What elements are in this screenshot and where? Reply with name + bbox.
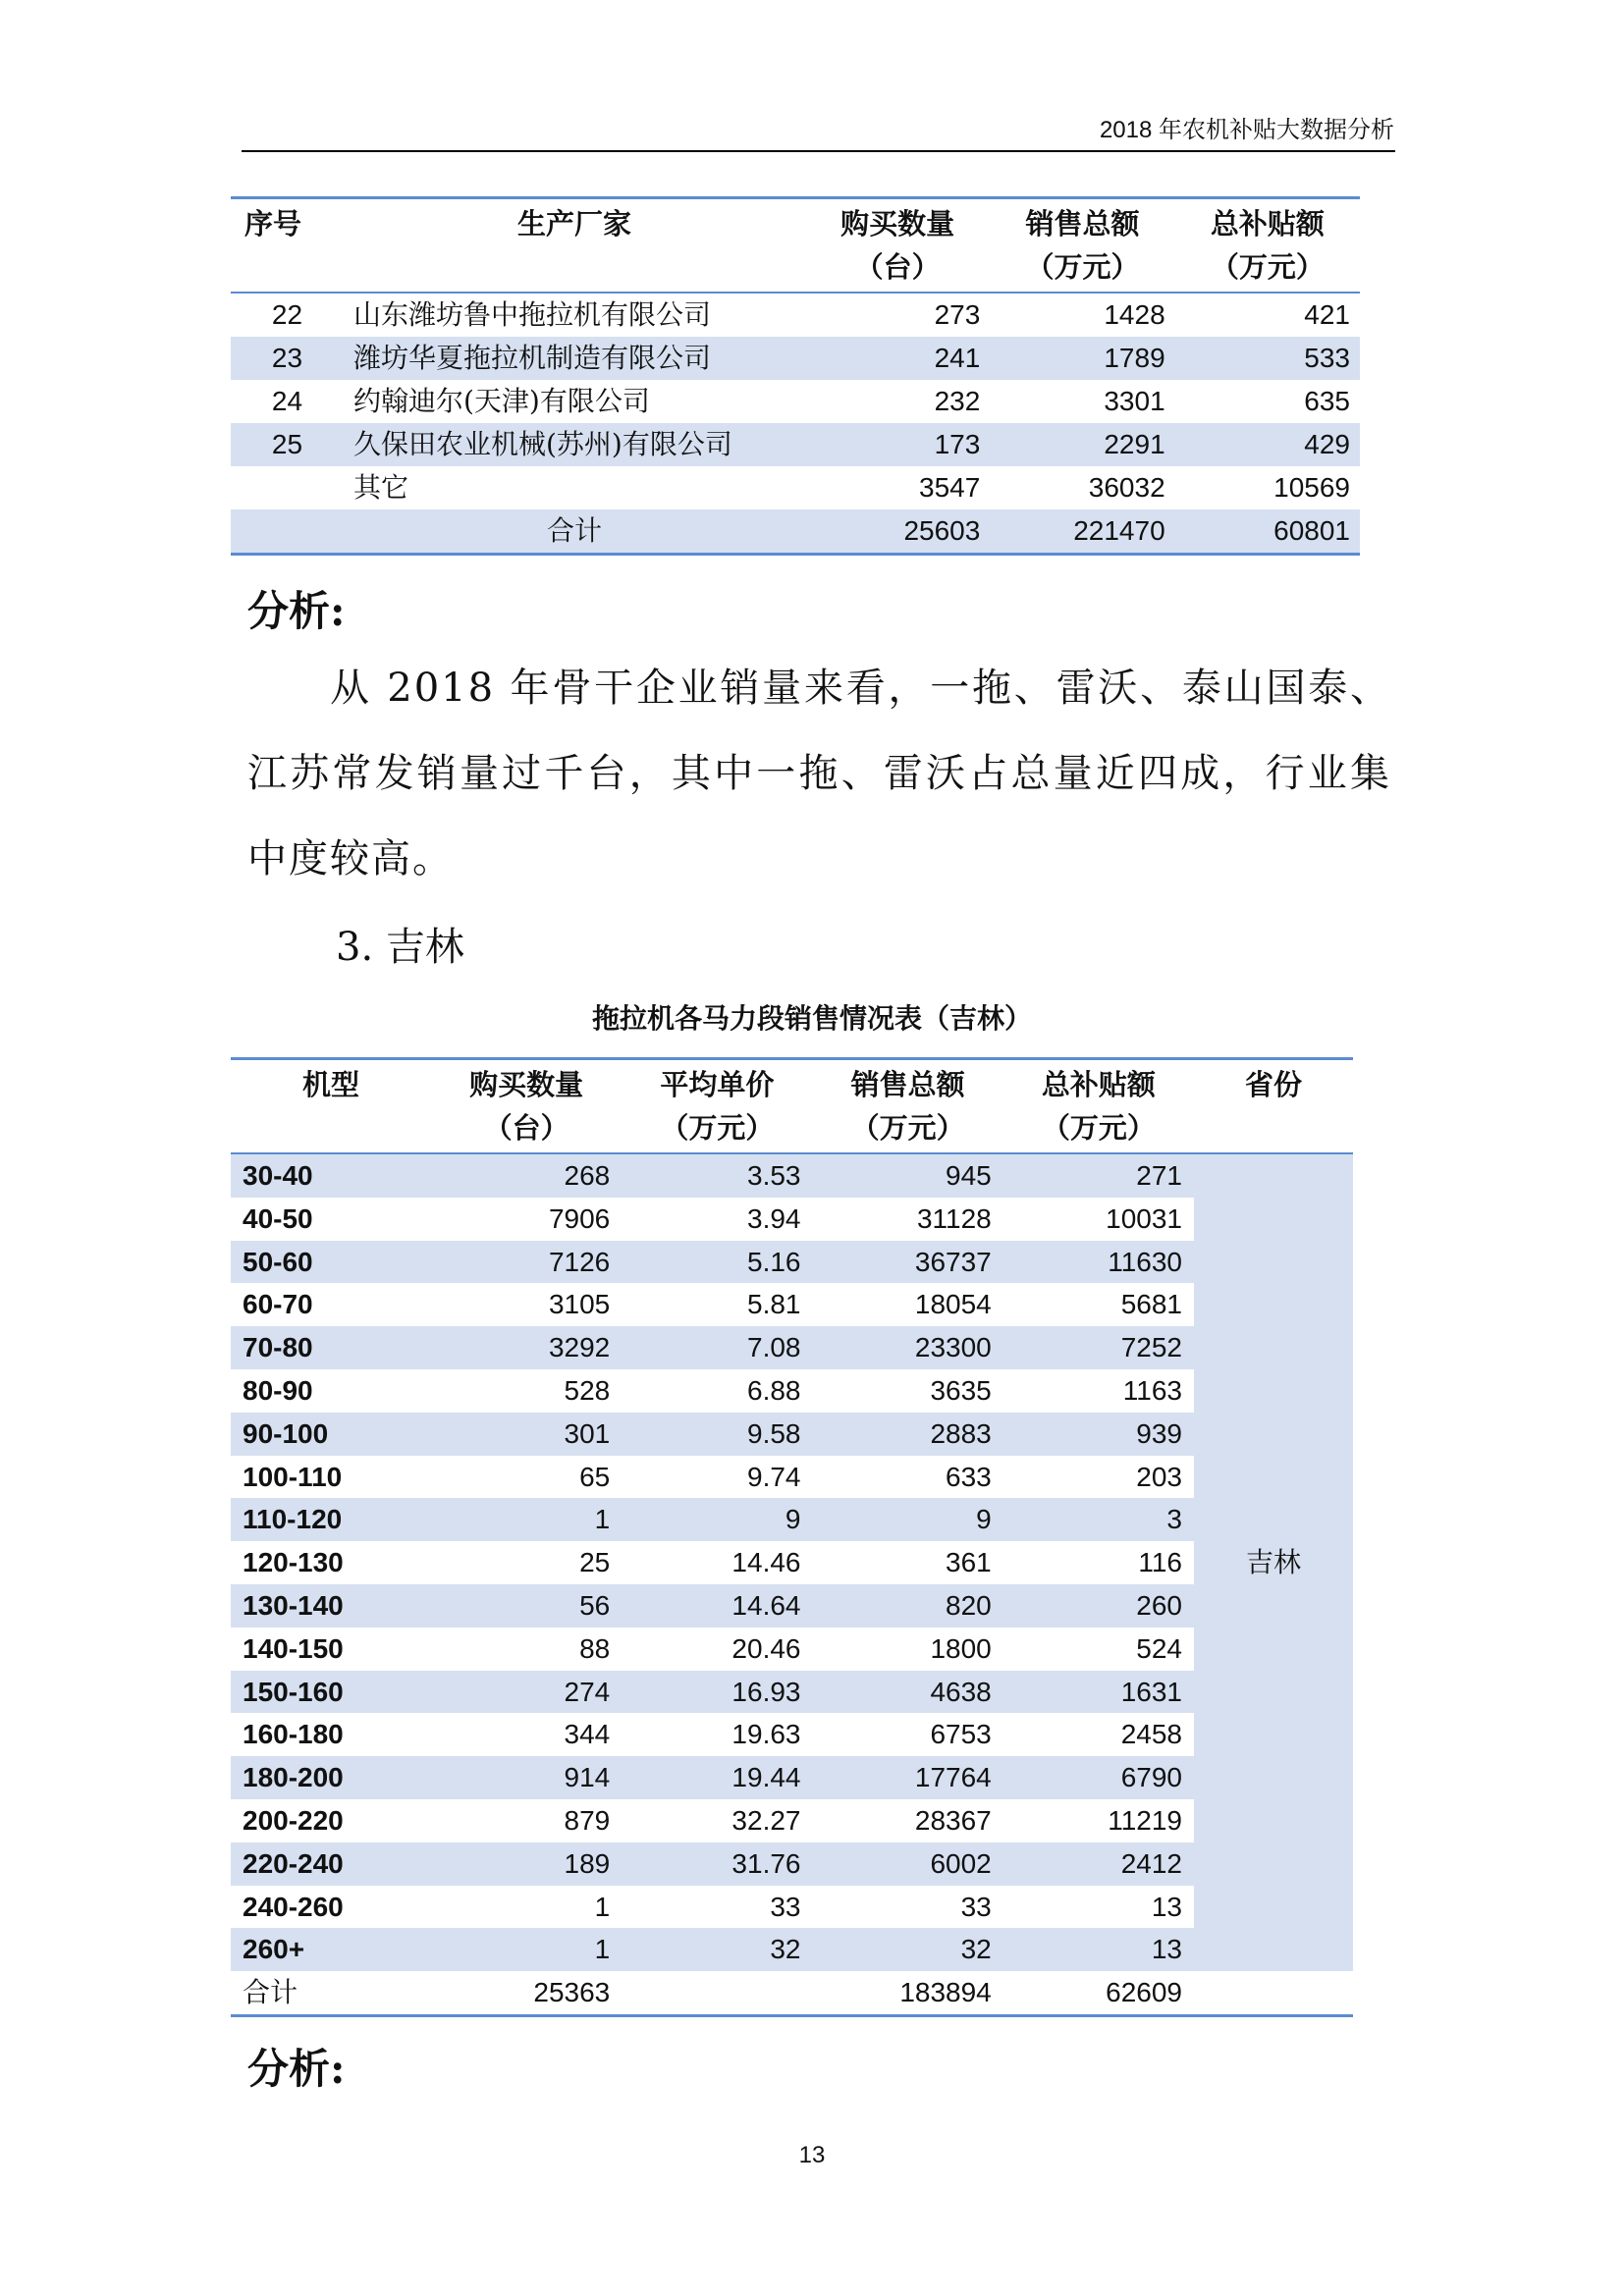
col-header-sales xyxy=(990,198,1174,294)
total-avg-price xyxy=(622,1971,812,2015)
row-avg-price: 14.46 xyxy=(731,1547,801,1578)
province-cell: 吉林 xyxy=(1194,1153,1353,1971)
row-subsidy: 1631 xyxy=(1003,1671,1194,1714)
row-index: 23 xyxy=(231,337,344,380)
row-qty: 301 xyxy=(431,1413,622,1456)
page-header-title: 2018 年农机补贴大数据分析 xyxy=(1099,117,1394,143)
row-sales: 32 xyxy=(813,1928,1003,1971)
row-model: 80-90 xyxy=(243,1374,313,1406)
row-sales: 945 xyxy=(813,1153,1003,1198)
row-qty: 528 xyxy=(564,1374,611,1406)
row-model: 160-180 xyxy=(243,1719,344,1750)
row-subsidy: 7252 xyxy=(1003,1326,1194,1369)
total-sales: 183894 xyxy=(899,1977,992,2008)
row-sales: 633 xyxy=(946,1461,992,1492)
row-avg-price: 9.74 xyxy=(747,1461,801,1492)
row-subsidy: 13 xyxy=(1003,1928,1194,1971)
analysis-heading: 分析: xyxy=(247,587,346,635)
table-row xyxy=(231,1671,1353,1714)
analysis-heading: 分析: xyxy=(247,2045,346,2093)
row-sales: 36737 xyxy=(813,1241,1003,1284)
col-header-manufacturer: 生产厂家 xyxy=(516,209,631,240)
row-index: 24 xyxy=(271,386,303,416)
row-qty: 65 xyxy=(579,1461,611,1492)
row-model: 90-100 xyxy=(231,1413,431,1456)
row-sales: 2291 xyxy=(990,423,1174,466)
header-line: 平均单价 xyxy=(660,1070,775,1101)
total-qty: 25603 xyxy=(805,509,990,555)
header-line: 销售总额 xyxy=(850,1070,965,1101)
total-province xyxy=(1194,1971,1353,2015)
table-row xyxy=(231,1928,1353,1971)
row-qty: 7126 xyxy=(431,1241,622,1284)
total-row xyxy=(231,509,1360,555)
row-subsidy: 939 xyxy=(1003,1413,1194,1456)
row-avg-price: 19.44 xyxy=(622,1756,812,1799)
header-line: 购买数量 xyxy=(840,209,955,240)
row-model: 60-70 xyxy=(243,1289,313,1320)
row-qty: 273 xyxy=(934,299,981,330)
row-sales: 3301 xyxy=(1104,386,1165,416)
row-model: 150-160 xyxy=(231,1671,431,1714)
table-row xyxy=(231,1842,1353,1886)
table-row xyxy=(231,293,1360,337)
row-qty: 274 xyxy=(431,1671,622,1714)
row-model: 200-220 xyxy=(243,1804,344,1836)
row-qty: 1 xyxy=(594,1891,611,1922)
row-qty: 232 xyxy=(934,386,981,416)
row-model: 140-150 xyxy=(243,1632,344,1664)
row-sales: 361 xyxy=(946,1547,992,1578)
table-row xyxy=(231,1153,1353,1198)
row-qty: 3292 xyxy=(431,1326,622,1369)
row-avg-price: 5.81 xyxy=(747,1289,801,1320)
table-row xyxy=(231,1713,1353,1756)
table-row xyxy=(231,1456,1353,1499)
row-subsidy: 10031 xyxy=(1106,1202,1182,1234)
row-avg-price: 5.16 xyxy=(622,1241,812,1284)
row-sales: 820 xyxy=(813,1584,1003,1628)
row-avg-price: 19.63 xyxy=(731,1719,801,1750)
table-row xyxy=(231,337,1360,380)
row-sales: 2883 xyxy=(813,1413,1003,1456)
total-subsidy: 60801 xyxy=(1175,509,1360,555)
col-header-avg-price xyxy=(622,1059,812,1154)
row-model: 130-140 xyxy=(231,1584,431,1628)
row-avg-price: 3.53 xyxy=(622,1153,812,1198)
row-qty: 3105 xyxy=(548,1289,611,1320)
row-manufacturer: 其它 xyxy=(353,471,409,504)
row-manufacturer: 潍坊华夏拖拉机制造有限公司 xyxy=(344,337,805,380)
table-header-row xyxy=(231,1059,1353,1154)
row-model: 120-130 xyxy=(243,1547,344,1578)
row-subsidy: 1163 xyxy=(1122,1374,1182,1406)
row-sales: 1800 xyxy=(930,1632,992,1664)
row-qty: 241 xyxy=(805,337,990,380)
row-avg-price: 32.27 xyxy=(731,1804,801,1836)
row-subsidy: 635 xyxy=(1304,386,1350,416)
col-header-qty xyxy=(431,1059,622,1154)
row-sales: 18054 xyxy=(914,1289,992,1320)
col-header-subsidy xyxy=(1003,1059,1194,1154)
row-avg-price: 31.76 xyxy=(622,1842,812,1886)
row-avg-price: 14.64 xyxy=(622,1584,812,1628)
row-qty: 88 xyxy=(579,1632,611,1664)
row-model: 240-260 xyxy=(243,1891,344,1922)
total-label: 合计 xyxy=(344,509,805,555)
table-title: 拖拉机各马力段销售情况表（吉林） xyxy=(591,1003,1032,1034)
table-row xyxy=(231,1498,1353,1541)
row-subsidy: 3 xyxy=(1003,1498,1194,1541)
header-unit: （万元） xyxy=(1025,252,1140,284)
header-line: 购买数量 xyxy=(469,1070,584,1101)
col-header-province: 省份 xyxy=(1244,1070,1302,1101)
table-row xyxy=(231,466,1360,509)
col-header-qty xyxy=(805,198,990,294)
table-row xyxy=(231,1413,1353,1456)
table-header-row xyxy=(231,198,1360,294)
total-row xyxy=(231,1971,1353,2015)
row-subsidy: 2458 xyxy=(1120,1719,1182,1750)
row-subsidy: 2412 xyxy=(1003,1842,1194,1886)
row-manufacturer: 久保田农业机械(苏州)有限公司 xyxy=(344,423,805,466)
row-subsidy: 11630 xyxy=(1003,1241,1194,1284)
row-avg-price: 16.93 xyxy=(622,1671,812,1714)
row-qty: 7906 xyxy=(548,1202,611,1234)
total-qty: 25363 xyxy=(533,1977,611,2008)
row-subsidy: 5681 xyxy=(1120,1289,1182,1320)
row-subsidy: 524 xyxy=(1136,1632,1182,1664)
header-line: 总补贴额 xyxy=(1041,1070,1156,1101)
table-row xyxy=(231,1326,1353,1369)
total-sales: 221470 xyxy=(990,509,1174,555)
row-sales: 3635 xyxy=(930,1374,992,1406)
row-subsidy: 116 xyxy=(1138,1547,1182,1578)
row-qty: 25 xyxy=(579,1547,611,1578)
table-row xyxy=(231,1886,1353,1929)
header-unit: （台） xyxy=(854,252,941,284)
row-manufacturer: 山东潍坊鲁中拖拉机有限公司 xyxy=(353,298,712,331)
row-avg-price: 6.88 xyxy=(747,1374,801,1406)
row-subsidy: 10569 xyxy=(1273,472,1350,503)
row-qty: 173 xyxy=(805,423,990,466)
row-sales: 6753 xyxy=(930,1719,992,1750)
row-model: 70-80 xyxy=(231,1326,431,1369)
row-qty: 3547 xyxy=(919,472,981,503)
row-subsidy: 260 xyxy=(1003,1584,1194,1628)
row-avg-price: 9.58 xyxy=(622,1413,812,1456)
col-header-model: 机型 xyxy=(301,1070,359,1101)
row-model: 30-40 xyxy=(231,1153,431,1198)
row-subsidy: 533 xyxy=(1175,337,1360,380)
header-divider xyxy=(242,150,1395,152)
table-row xyxy=(231,423,1360,466)
table-row xyxy=(231,1198,1353,1241)
table-row xyxy=(231,1628,1353,1671)
page-number: 13 xyxy=(798,2142,826,2168)
section-heading: 3. 吉林 xyxy=(336,925,464,970)
analysis-paragraph: 从 2018 年骨干企业销量来看，一拖、雷沃、泰山国泰、江苏常发销量过千台，其中一拖、雷沃占总量近四成，行业集中度较高。 xyxy=(247,666,1391,881)
row-avg-price: 20.46 xyxy=(731,1632,801,1664)
row-avg-price: 33 xyxy=(770,1891,801,1922)
row-model: 180-200 xyxy=(231,1756,431,1799)
row-subsidy: 11219 xyxy=(1108,1804,1182,1836)
row-model: 100-110 xyxy=(243,1461,343,1492)
table-row xyxy=(231,1541,1353,1584)
row-sales: 23300 xyxy=(813,1326,1003,1369)
row-model: 40-50 xyxy=(243,1202,313,1234)
row-model: 110-120 xyxy=(231,1498,431,1541)
row-index: 22 xyxy=(271,299,303,330)
table-row xyxy=(231,1369,1353,1413)
row-model: 260+ xyxy=(231,1928,431,1971)
row-subsidy: 13 xyxy=(1151,1891,1182,1922)
header-unit: （万元） xyxy=(660,1113,775,1145)
row-subsidy: 6790 xyxy=(1003,1756,1194,1799)
row-manufacturer: 约翰迪尔(天津)有限公司 xyxy=(353,385,650,417)
row-subsidy: 429 xyxy=(1175,423,1360,466)
row-qty: 344 xyxy=(564,1719,611,1750)
row-sales: 31128 xyxy=(916,1202,992,1234)
header-unit: （万元） xyxy=(850,1113,965,1145)
row-sales: 36032 xyxy=(1088,472,1165,503)
header-unit: （台） xyxy=(483,1113,569,1145)
row-model: 50-60 xyxy=(231,1241,431,1284)
row-subsidy: 203 xyxy=(1136,1461,1182,1492)
total-subsidy: 62609 xyxy=(1106,1977,1182,2008)
table-row xyxy=(231,1283,1353,1326)
row-qty: 1 xyxy=(431,1498,622,1541)
row-model: 220-240 xyxy=(231,1842,431,1886)
row-avg-price: 9 xyxy=(622,1498,812,1541)
header-unit: （万元） xyxy=(1210,252,1325,284)
row-qty: 189 xyxy=(431,1842,622,1886)
row-sales: 4638 xyxy=(813,1671,1003,1714)
col-header-sales xyxy=(813,1059,1003,1154)
row-qty: 914 xyxy=(431,1756,622,1799)
row-sales: 33 xyxy=(960,1891,992,1922)
row-avg-price: 32 xyxy=(622,1928,812,1971)
row-qty: 56 xyxy=(431,1584,622,1628)
row-sales: 1789 xyxy=(990,337,1174,380)
row-sales: 6002 xyxy=(813,1842,1003,1886)
total-label: 合计 xyxy=(243,1977,298,2008)
col-header-index: 序号 xyxy=(244,209,302,240)
row-avg-price: 3.94 xyxy=(747,1202,801,1234)
row-avg-price: 7.08 xyxy=(622,1326,812,1369)
row-subsidy: 421 xyxy=(1304,299,1350,330)
row-qty: 1 xyxy=(431,1928,622,1971)
header-line: 销售总额 xyxy=(1025,209,1140,240)
row-sales: 1428 xyxy=(1104,299,1165,330)
row-sales: 9 xyxy=(813,1498,1003,1541)
table-row xyxy=(231,380,1360,423)
header-line: 总补贴额 xyxy=(1210,209,1325,240)
row-sales: 28367 xyxy=(914,1804,992,1836)
table-row xyxy=(231,1241,1353,1284)
row-index xyxy=(231,466,344,509)
table-row xyxy=(231,1584,1353,1628)
header-unit: （万元） xyxy=(1041,1113,1156,1145)
row-qty: 879 xyxy=(564,1804,611,1836)
row-qty: 268 xyxy=(431,1153,622,1198)
row-subsidy: 271 xyxy=(1003,1153,1194,1198)
horsepower-sales-table xyxy=(231,1057,1353,2017)
table-row xyxy=(231,1799,1353,1842)
row-index: 25 xyxy=(231,423,344,466)
manufacturer-sales-table xyxy=(231,196,1360,556)
col-header-subsidy xyxy=(1175,198,1360,294)
total-index xyxy=(231,509,344,555)
table-row xyxy=(231,1756,1353,1799)
row-sales: 17764 xyxy=(813,1756,1003,1799)
